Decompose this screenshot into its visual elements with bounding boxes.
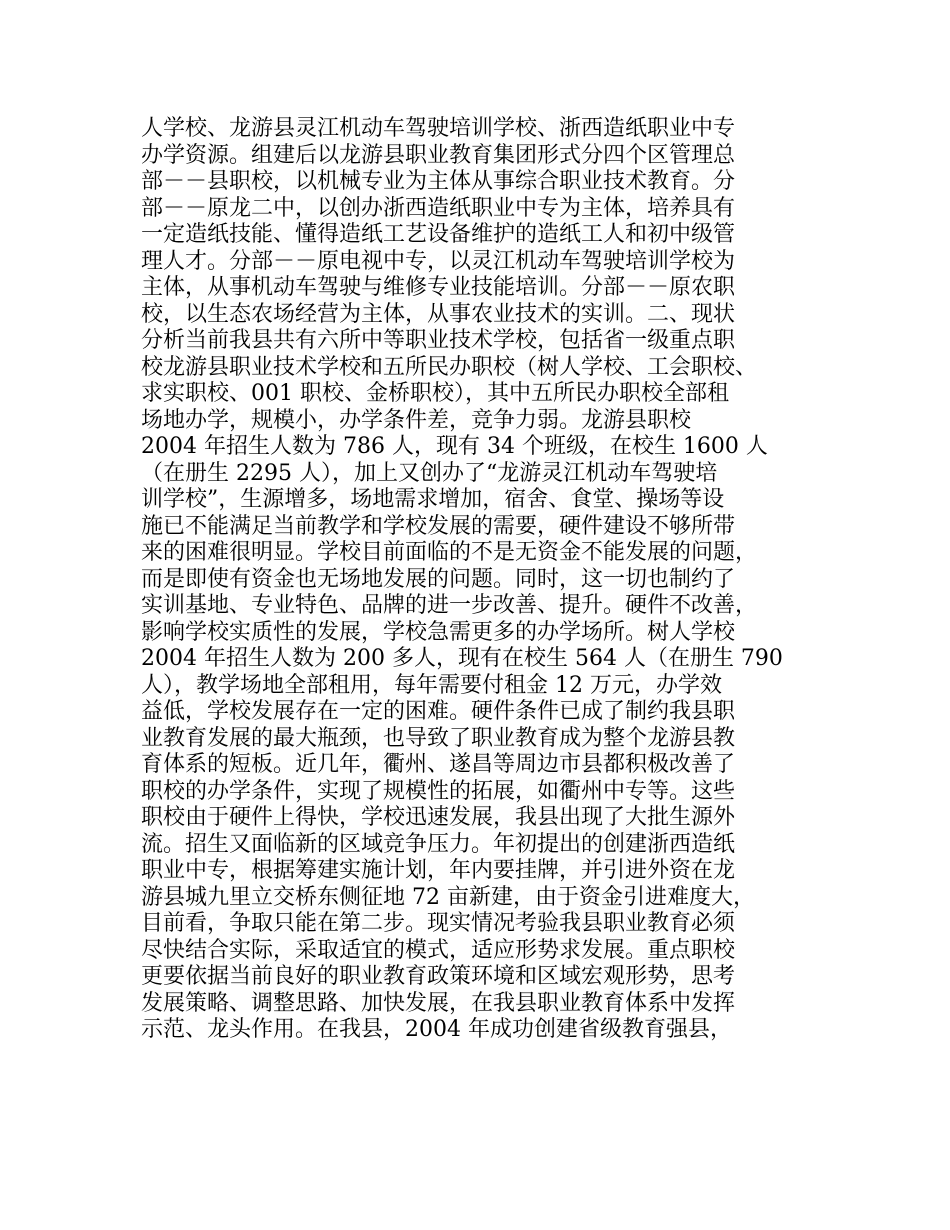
text-line: 业教育发展的最大瓶颈，也导致了职业教育成为整个龙游县教 bbox=[141, 725, 736, 751]
text-line: 游县城九里立交桥东侧征地 72 亩新建，由于资金引进难度大， bbox=[141, 884, 755, 910]
text-line: 主体，从事机动车驾驶与维修专业技能培训。分部－－原农职 bbox=[141, 275, 736, 300]
text-line: 职业中专，根据筹建实施计划，年内要挂牌，并引进外资在龙 bbox=[141, 858, 736, 883]
text-line: 益低，学校发展存在一定的困难。硬件条件已成了制约我县职 bbox=[141, 699, 736, 724]
body-text bbox=[141, 116, 831, 1044]
text-line: 理人才。分部－－原电视中专，以灵江机动车驾驶培训学校为 bbox=[141, 248, 736, 274]
text-line: 一定造纸技能、懂得造纸工艺设备维护的造纸工人和初中级管 bbox=[141, 222, 736, 247]
text-line: 职校的办学条件，实现了规模性的拓展，如衢州中专等。这些 bbox=[141, 778, 736, 804]
text-line: 部－－原龙二中，以创办浙西造纸职业中专为主体，培养具有 bbox=[141, 195, 736, 221]
text-line: 求实职校、001 职校、金桥职校），其中五所民办职校全部租 bbox=[141, 381, 729, 406]
text-line: 部－－县职校，以机械专业为主体从事综合职业技术教育。分 bbox=[141, 169, 736, 194]
text-line: 育体系的短板。近几年，衢州、遂昌等周边市县都积极改善了 bbox=[141, 752, 736, 777]
text-line: 而是即使有资金也无场地发展的问题。同时，这一切也制约了 bbox=[141, 566, 736, 592]
text-line: 更要依据当前良好的职业教育政策环境和区域宏观形势，思考 bbox=[141, 964, 736, 989]
text-line: 训学校”，生源增多，场地需求增加，宿舍、食堂、操场等设 bbox=[141, 487, 725, 512]
text-line: 人），教学场地全部租用，每年需要付租金 12 万元，办学效 bbox=[141, 672, 722, 698]
text-line: 分析当前我县共有六所中等职业技术学校，包括省一级重点职 bbox=[141, 328, 736, 353]
text-line: 场地办学，规模小，办学条件差，竞争力弱。龙游县职校 bbox=[141, 407, 692, 433]
text-line: 2004 年招生人数为 786 人，现有 34 个班级，在校生 1600 人 bbox=[141, 434, 768, 459]
text-line: 影响学校实质性的发展，学校急需更多的办学场所。树人学校 bbox=[141, 619, 736, 645]
text-line: 目前看，争取只能在第二步。现实情况考验我县职业教育必须 bbox=[141, 911, 736, 936]
text-line: 校龙游县职业技术学校和五所民办职校（树人学校、工会职校、 bbox=[141, 354, 758, 380]
text-line: 实训基地、专业特色、品牌的进一步改善、提升。硬件不改善， bbox=[141, 593, 758, 618]
text-line: 校，以生态农场经营为主体，从事农业技术的实训。二、现状 bbox=[141, 301, 736, 327]
text-line: 尽快结合实际，采取适宜的模式，适应形势求发展。重点职校 bbox=[141, 937, 736, 963]
text-line: 来的困难很明显。学校目前面临的不是无资金不能发展的问题， bbox=[141, 540, 758, 565]
text-line: 施已不能满足当前教学和学校发展的需要，硬件建设不够所带 bbox=[141, 513, 736, 539]
text-line: 办学资源。组建后以龙游县职业教育集团形式分四个区管理总 bbox=[141, 142, 736, 168]
text-line: 发展策略、调整思路、加快发展，在我县职业教育体系中发挥 bbox=[141, 990, 736, 1016]
text-line: 职校由于硬件上得快，学校迅速发展，我县出现了大批生源外 bbox=[141, 805, 736, 830]
text-line: 人学校、龙游县灵江机动车驾驶培训学校、浙西造纸职业中专 bbox=[141, 116, 736, 141]
text-line: （在册生 2295 人），加上又创办了“龙游灵江机动车驾驶培 bbox=[141, 460, 718, 486]
text-line: 流。招生又面临新的区域竞争压力。年初提出的创建浙西造纸 bbox=[141, 831, 736, 857]
text-line: 2004 年招生人数为 200 多人，现有在校生 564 人（在册生 790 bbox=[141, 646, 783, 671]
text-line: 示范、龙头作用。在我县，2004 年成功创建省级教育强县， bbox=[141, 1017, 732, 1042]
